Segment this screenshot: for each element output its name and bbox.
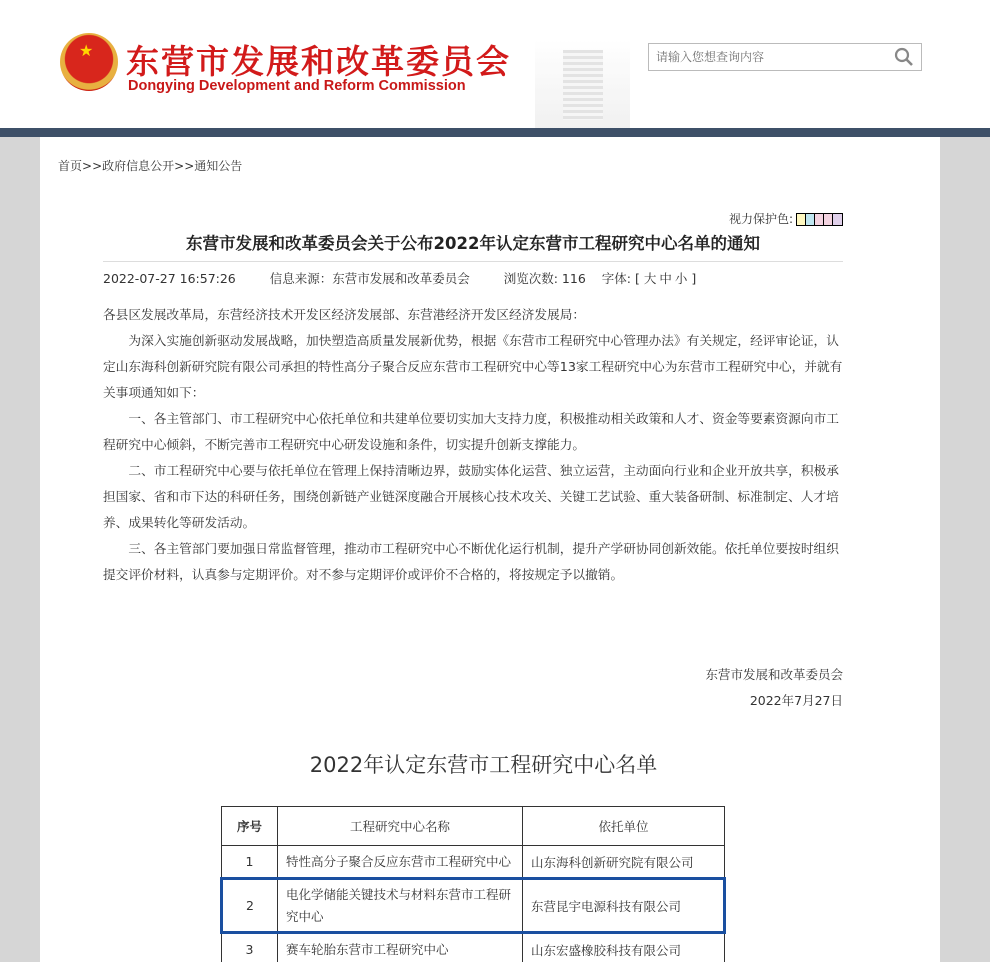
paragraph: 为深入实施创新驱动发展战略，加快塑造高质量发展新优势，根据《东营市工程研究中心管理办法》有关规定，经评审论证，认定山东海科创新研究院有限公司承担的特性高分子聚合反应东营市工程研究中心等13家工程研究中心为东营市工程研究中心，并就有关事项通知如下： — [103, 333, 843, 400]
paragraph: 三、各主管部门要加强日常监督管理，推动市工程研究中心不断优化运行机制，提升产学研协同创新效能。依托单位要按时组织提交评价材料，认真参与定期评价。对不参与定期评价或评价不合格的，将按规定予以撤销。 — [103, 541, 839, 582]
logo-title-cn[interactable]: 东营市发展和改革委员会 — [126, 42, 511, 81]
table-wrapper — [220, 806, 940, 962]
cell-unit: 山东海科创新研究院有限公司 — [523, 846, 725, 879]
col-header-unit: 依托单位 — [523, 807, 725, 846]
signature: 东营市发展和改革委员会 — [705, 667, 843, 682]
header-bar — [0, 128, 990, 137]
cell-unit: 东营昆宇电源科技有限公司 — [523, 879, 725, 933]
table-header — [222, 807, 725, 846]
search-box — [648, 43, 922, 71]
cell-unit: 山东宏盛橡胶科技有限公司 — [523, 933, 725, 962]
col-header-name: 工程研究中心名称 — [278, 807, 523, 846]
breadcrumb-sep: >> — [82, 159, 103, 173]
breadcrumb-sep: >> — [174, 159, 195, 173]
paragraph: 一、各主管部门、市工程研究中心依托单位和共建单位要切实加大支持力度，积极推动相关政策和人才、资金等要素资源向市工程研究中心倾斜，不断完善市工程研究中心研发设施和条件，切实提升创新支撑能力。 — [103, 411, 839, 452]
national-emblem-icon: ★ — [60, 33, 118, 91]
centers-table — [220, 806, 726, 962]
breadcrumb — [58, 157, 940, 175]
site-header — [0, 0, 990, 128]
cell-name: 赛车轮胎东营市工程研究中心 — [278, 933, 523, 962]
cell-no: 2 — [222, 879, 278, 933]
cell-no: 1 — [222, 846, 278, 879]
color-swatch[interactable] — [815, 214, 824, 225]
table-row-highlighted — [222, 879, 725, 933]
salutation: 各县区发展改革局，东营经济技术开发区经济发展部、东营港经济开发区经济发展局： — [103, 307, 586, 322]
info-source: 信息来源：东营市发展和改革委员会 — [269, 271, 470, 286]
list-title: 2022年认定东营市工程研究中心名单 — [309, 753, 658, 777]
color-swatch[interactable] — [797, 214, 806, 225]
article — [103, 211, 843, 714]
search-input[interactable] — [649, 44, 879, 70]
publish-date: 2022-07-27 16:57:26 — [103, 271, 236, 286]
cell-no: 3 — [222, 933, 278, 962]
color-swatch[interactable] — [833, 214, 842, 225]
cell-name: 特性高分子聚合反应东营市工程研究中心 — [278, 846, 523, 879]
eye-care-colors — [103, 211, 843, 227]
content-area — [40, 137, 940, 962]
cell-name: 电化学储能关键技术与材料东营市工程研究中心 — [278, 879, 523, 933]
paragraph: 二、市工程研究中心要与依托单位在管理上保持清晰边界，鼓励实体化运营、独立运营，主动面向行业和企业开放共享，积极承担国家、省和市下达的科研任务，围绕创新链产业链深度融合开展核心技术攻关、关键工艺试验、重大装备研制、标准制定、人才培养、成果转化等研发活动。 — [103, 463, 839, 530]
font-label: 字体: [ — [601, 271, 644, 286]
font-size-control — [602, 271, 696, 286]
eye-care-label: 视力保护色: — [728, 212, 793, 226]
font-large-button[interactable]: 大 — [643, 271, 657, 286]
breadcrumb-notices[interactable]: 通知公告 — [194, 159, 243, 173]
view-count: 浏览次数: 116 — [503, 271, 586, 286]
breadcrumb-home[interactable]: 首页 — [58, 159, 83, 173]
color-swatch[interactable] — [806, 214, 815, 225]
color-swatch[interactable] — [824, 214, 833, 225]
table-row — [222, 933, 725, 962]
logo-title-en[interactable]: Dongying Development and Reform Commission — [128, 78, 466, 94]
building-image — [535, 40, 630, 128]
search-icon[interactable] — [894, 47, 914, 67]
article-meta — [103, 261, 843, 288]
article-title: 东营市发展和改革委员会关于公布2022年认定东营市工程研究中心名单的通知 — [186, 234, 760, 253]
font-medium-button[interactable]: 中 — [659, 271, 672, 286]
col-header-no: 序号 — [222, 807, 278, 846]
breadcrumb-gov-info[interactable]: 政府信息公开 — [102, 159, 175, 173]
sign-date: 2022年7月27日 — [749, 693, 843, 708]
signature-block — [103, 662, 843, 714]
font-close: ] — [687, 271, 697, 286]
table-row — [222, 846, 725, 879]
font-small-button[interactable]: 小 — [674, 271, 688, 286]
color-swatches — [796, 213, 843, 226]
article-body — [103, 302, 843, 588]
